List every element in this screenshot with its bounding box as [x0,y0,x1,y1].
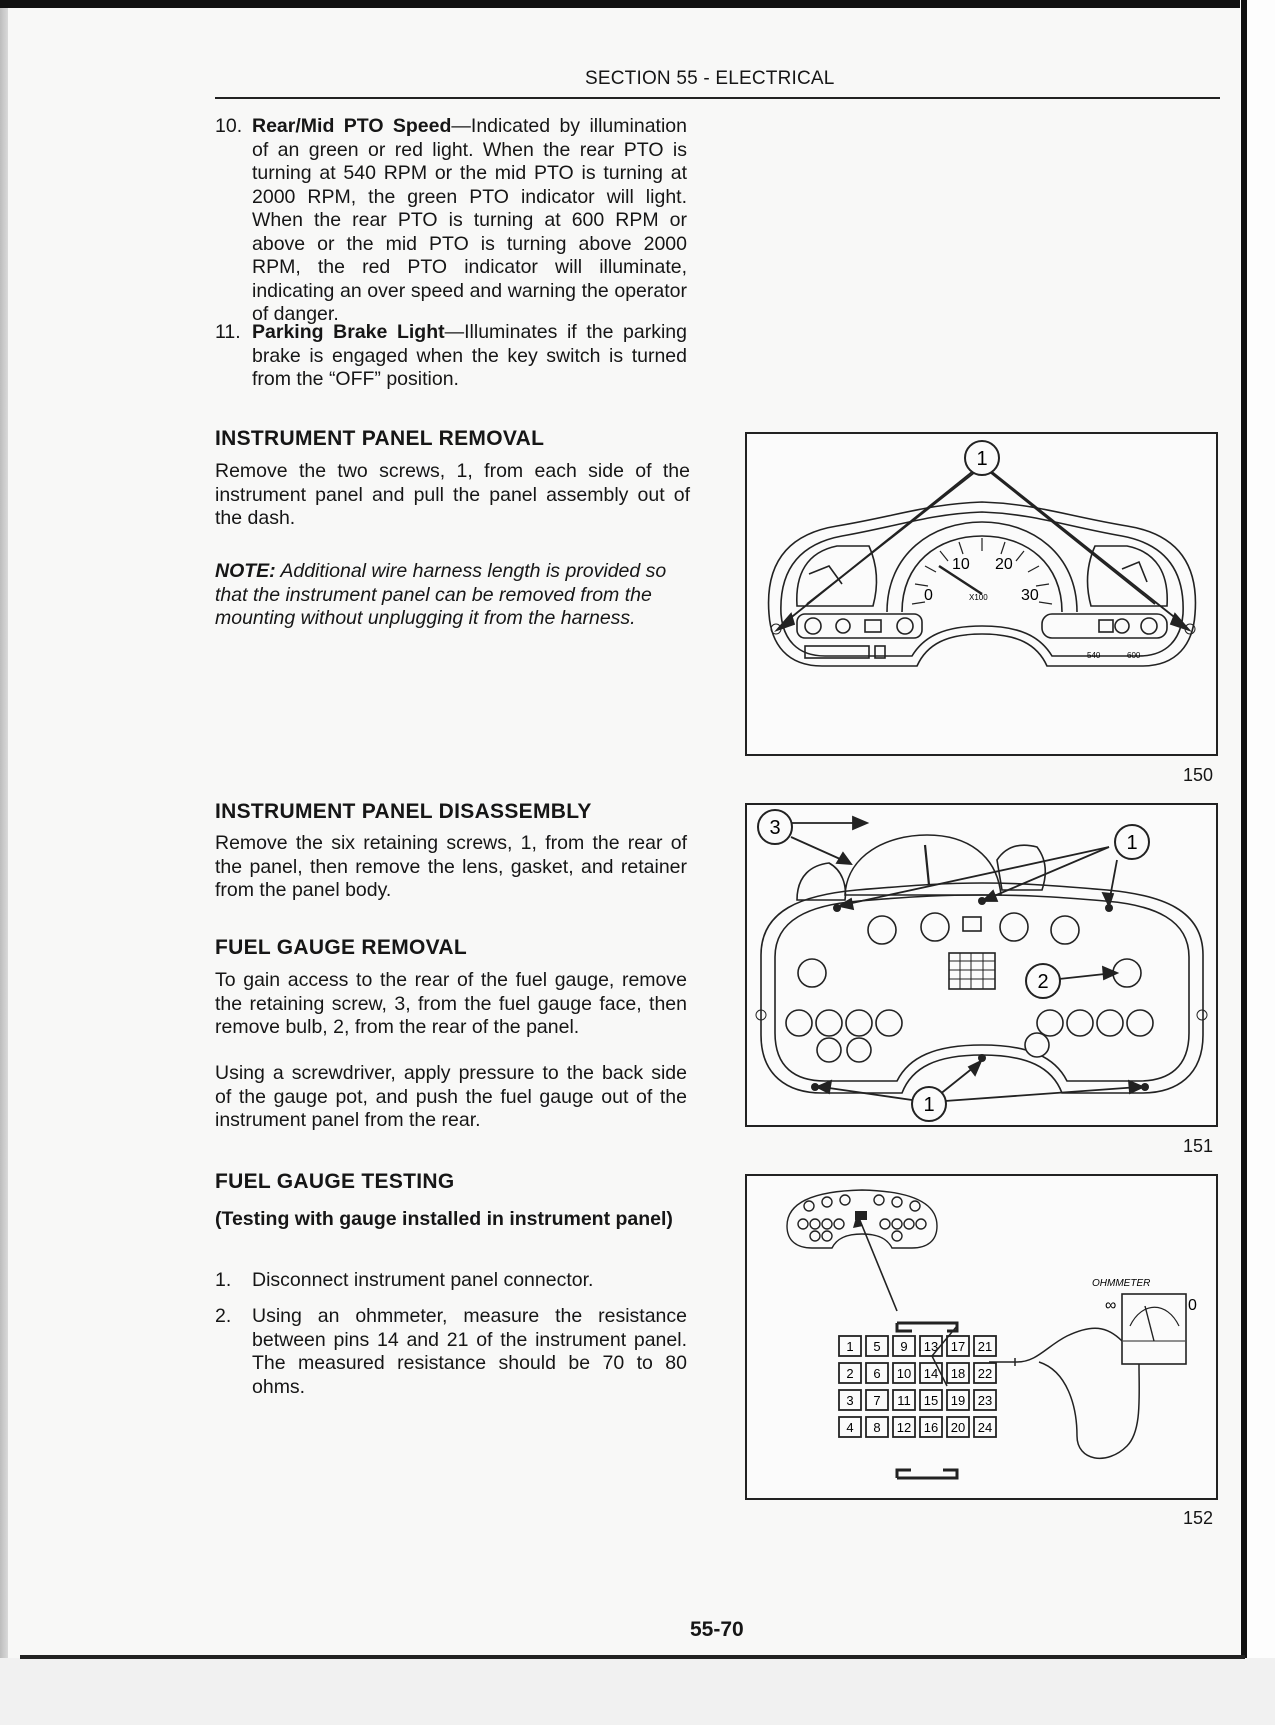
callout-1-bottom-label: 1 [923,1094,935,1116]
callout-1-top-label: 1 [1126,832,1138,854]
pin-4-label: 4 [846,1420,854,1435]
fuel-removal-paragraph-2: Using a screwdriver, apply pressure to the back side of the gauge pot, and push the fuel gauge out of the instrument panel from the rear. [215,1062,687,1131]
step-text: Disconnect instrument panel connector. [252,1269,594,1291]
heading-instrument-panel-disassembly: INSTRUMENT PANEL DISASSEMBLY [215,800,592,823]
figure-number-150: 150 [1183,765,1214,785]
pin-3-label: 3 [846,1393,854,1408]
item-body [252,115,687,327]
pin-2-label: 2 [846,1366,854,1381]
pin-12-label: 12 [896,1420,912,1435]
pin-13-label: 13 [923,1339,939,1354]
figure-151 [745,803,1218,1127]
testing-subheading: (Testing with gauge installed in instrument panel) [215,1208,673,1230]
scan-border-top [0,0,1275,8]
item-title: Parking Brake Light [252,321,445,343]
step-number: 1. [215,1269,232,1291]
pto-label-600: 600 [1127,651,1141,660]
instrument-panel-rear-illustration [747,805,1216,1125]
dial-tick-30: 30 [1021,587,1039,604]
connector-pin-grid [839,1336,996,1437]
pin-19-label: 19 [950,1393,966,1408]
pin-22-label: 22 [977,1366,993,1381]
pin-17-label: 17 [950,1339,966,1354]
ohmmeter-infinity: ∞ [1105,1297,1117,1314]
removal-note [215,560,690,631]
pin-8-label: 8 [873,1420,881,1435]
disassembly-paragraph: Remove the six retaining screws, 1, from the rear of the panel, then remove the lens, gasket, and retainer from the panel body. [215,832,687,901]
pin-6-label: 6 [873,1366,881,1381]
section-header: SECTION 55 - ELECTRICAL [585,68,835,89]
scan-border-bottom [0,1658,1275,1725]
dial-tick-20: 20 [995,556,1013,573]
dial-tick-10: 10 [952,556,970,573]
ohmmeter-test-illustration [747,1176,1216,1498]
item-number: 10. [215,115,243,137]
pin-15-label: 15 [923,1393,939,1408]
pin-9-label: 9 [900,1339,908,1354]
pin-1-label: 1 [846,1339,854,1354]
pin-11-label: 11 [897,1393,911,1408]
item-text: —Illuminates if the parking brake is engaged when the key switch is turned from the “OFF” position. [252,321,687,390]
heading-fuel-gauge-testing: FUEL GAUGE TESTING [215,1170,455,1193]
pin-5-label: 5 [873,1339,881,1354]
callout-1-label: 1 [976,448,988,470]
pin-24-label: 24 [977,1420,993,1435]
fuel-removal-paragraph-1: To gain access to the rear of the fuel gauge, remove the retaining screw, 3, from the fuel gauge face, then remove bulb, 2, from the rear of the panel. [215,969,687,1038]
instrument-panel-front-illustration [747,434,1216,754]
pin-10-label: 10 [896,1366,912,1381]
pin-16-label: 16 [923,1420,939,1435]
note-text: Additional wire harness length is provided so that the instrument panel can be removed from the mounting without unplugging it from the harness. [215,560,667,629]
step-text: Using an ohmmeter, measure the resistance between pins 14 and 21 of the instrument panel. The measured resistance should be 70 to 80 ohms. [252,1305,687,1398]
callout-2-label: 2 [1037,971,1049,993]
dial-tick-0: 0 [924,587,933,604]
ohmmeter-zero: 0 [1188,1297,1197,1314]
step-number: 2. [215,1305,232,1327]
ohmmeter-icon [1122,1294,1186,1364]
callout-3-label: 3 [769,817,781,839]
page-number: 55-70 [690,1618,744,1641]
pin-23-label: 23 [977,1393,993,1408]
figure-152 [745,1174,1218,1500]
figure-150 [745,432,1218,756]
item-number: 11. [215,321,241,343]
pin-14-label: 14 [923,1366,939,1381]
scan-binding-edge [1241,0,1247,1725]
pto-label-540: 540 [1087,651,1101,660]
page-edge-line [20,1655,1245,1659]
pin-18-label: 18 [950,1366,966,1381]
heading-fuel-gauge-removal: FUEL GAUGE REMOVAL [215,936,467,959]
heading-instrument-panel-removal: INSTRUMENT PANEL REMOVAL [215,427,545,450]
item-body [252,321,687,392]
pin-7-label: 7 [873,1393,881,1408]
figure-number-151: 151 [1183,1136,1214,1156]
pin-21-label: 21 [977,1339,993,1354]
item-text: —Indicated by illumination of an green or red light. When the rear PTO is turning at 540 RPM or the mid PTO is turning at 2000 RPM, the green PTO indicator will light. When the rear PTO is turning at 600 RPM or above or the mid PTO is turning above 2000 RPM, the red PTO indicator will illuminate, indicating an over speed and warning the operator of danger. [252,115,687,325]
note-label: NOTE: [215,560,276,582]
item-title: Rear/Mid PTO Speed [252,115,452,137]
dial-multiplier: X100 [969,593,988,602]
pin-20-label: 20 [950,1420,966,1435]
ohmmeter-label: OHMMETER [1092,1278,1151,1289]
removal-paragraph: Remove the two screws, 1, from each side of the instrument panel and pull the panel assembly out of the dash. [215,460,690,529]
figure-number-152: 152 [1183,1508,1214,1528]
header-rule [215,97,1220,99]
